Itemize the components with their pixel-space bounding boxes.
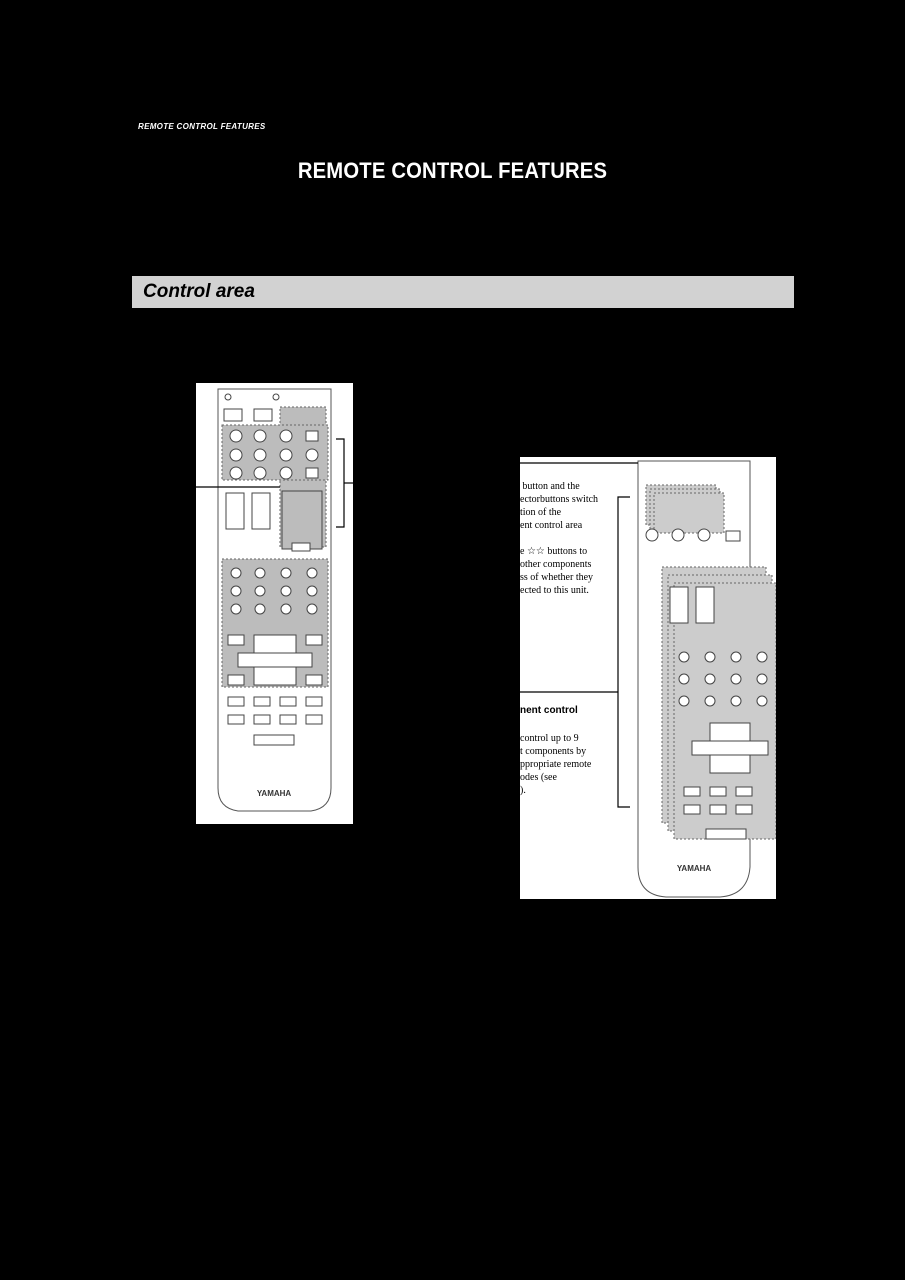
remote-control-figure <box>196 383 353 824</box>
callout-line: ected to this unit. <box>520 585 589 596</box>
callout-line: ☆☆ button and the <box>502 481 580 492</box>
callout-line: ent control area <box>520 520 583 531</box>
callout-line: ). <box>520 785 526 796</box>
page-title: REMOTE CONTROL FEATURES <box>297 158 608 183</box>
callout-line: ss of whether they <box>520 572 594 583</box>
callout-line: other components <box>520 559 592 570</box>
callout-text-c <box>520 732 591 797</box>
callout-line: tion of the <box>520 507 562 518</box>
callout-heading: nent control <box>520 705 578 716</box>
callout-line: ppropriate remote <box>520 759 592 770</box>
callout-line: ectorbuttons switch <box>520 494 599 505</box>
callout-line: e ☆☆ buttons to <box>520 546 588 557</box>
section-title: Control area <box>143 281 255 302</box>
callout-text-b <box>520 545 593 597</box>
callout-text-a <box>502 480 598 532</box>
running-head: REMOTE CONTROL FEATURES <box>138 122 266 131</box>
svg-text:YAMAHA: YAMAHA <box>676 864 712 873</box>
callout-line: control up to 9 <box>520 733 579 744</box>
remote-brand-logo: YAMAHA <box>256 789 292 798</box>
callout-line: odes (see <box>520 772 557 783</box>
callout-line: t components by <box>520 746 587 757</box>
section-header-bar <box>132 276 794 308</box>
